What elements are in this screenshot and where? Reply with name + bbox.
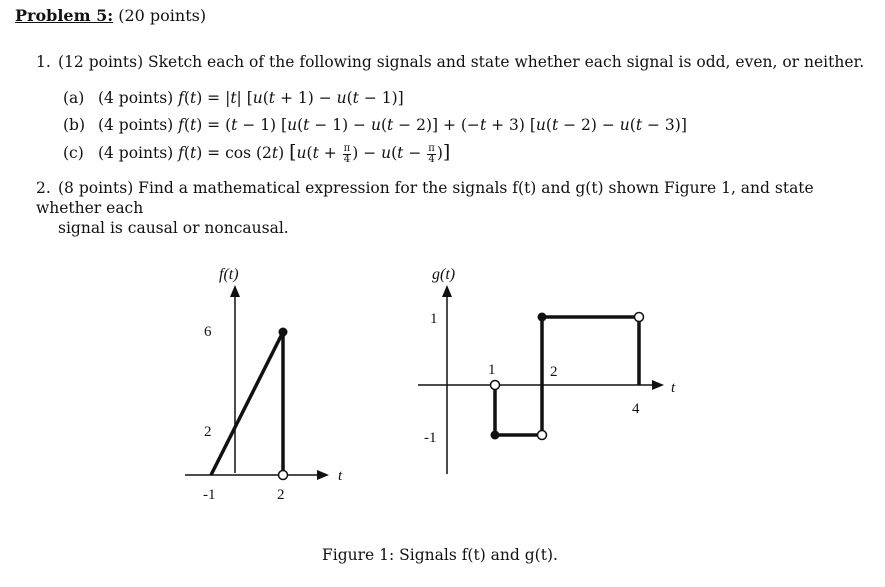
part-b-points: (4 points) [97, 116, 174, 134]
part-a-label: (a) [63, 89, 85, 107]
g-ytick-minus1: -1 [424, 430, 437, 446]
f-ytick-6: 6 [204, 324, 212, 340]
g-open-dot-2 [538, 431, 547, 440]
question-2-text-line2: signal is causal or noncausal. [58, 219, 289, 237]
part-a-formula: f(t) = |t| [u(t + 1) − u(t − 1)] [178, 89, 404, 107]
f-y-axis-arrow [230, 285, 240, 297]
problem-title: Problem 5: [15, 6, 114, 25]
f-xlabel: t [338, 468, 343, 484]
part-a-points: (4 points) [97, 89, 174, 107]
f-ramp [211, 332, 283, 475]
question-2-text-line1: (8 points) Find a mathematical expression for the signals f(t) and g(t) shown Figure 1, and state whether each [36, 179, 814, 217]
g-xtick-1: 1 [488, 362, 496, 378]
g-y-axis-arrow [442, 285, 452, 297]
f-ylabel: f(t) [219, 266, 239, 283]
plot-g [418, 266, 676, 474]
g-ytick-1: 1 [430, 311, 438, 327]
f-x-axis-arrow [317, 470, 329, 480]
g-open-dot-4 [635, 313, 644, 322]
g-open-dot-1 [491, 381, 500, 390]
part-c-formula: f(t) = cos (2t) [u(t + $\frac{\pi}{4}$ ) − u(t − $\frac{\pi}{4}$ )] [178, 141, 451, 165]
g-xtick-4: 4 [632, 401, 640, 417]
f-closed-dot [279, 328, 288, 337]
part-b-formula: f(t) = (t − 1) [u(t − 1) − u(t − 2)] + (−t + 3) [u(t − 2) − u(t − 3)] [178, 116, 687, 134]
f-xtick-2: 2 [277, 487, 285, 503]
f-ytick-2: 2 [204, 424, 212, 440]
f-xtick-minus1: -1 [203, 487, 216, 503]
g-xtick-2: 2 [550, 364, 558, 380]
part-b-label: (b) [63, 116, 86, 134]
g-x-axis-arrow [652, 380, 664, 390]
g-xlabel: t [671, 380, 676, 396]
part-c-points: (4 points) [97, 144, 174, 162]
figure-caption: Figure 1: Signals f(t) and g(t). [322, 546, 558, 564]
question-1-text: (12 points) Sketch each of the following signals and state whether each signal is odd, even, or neither. [58, 53, 865, 71]
part-c-label: (c) [63, 144, 84, 162]
question-2-number: 2. [36, 179, 51, 197]
g-closed-dot-2 [538, 313, 547, 322]
f-open-dot [279, 471, 288, 480]
problem-points: (20 points) [118, 6, 207, 25]
question-1-number: 1. [36, 53, 51, 71]
g-closed-dot-1 [491, 431, 500, 440]
g-ylabel: g(t) [432, 266, 456, 283]
plot-f [185, 266, 343, 503]
